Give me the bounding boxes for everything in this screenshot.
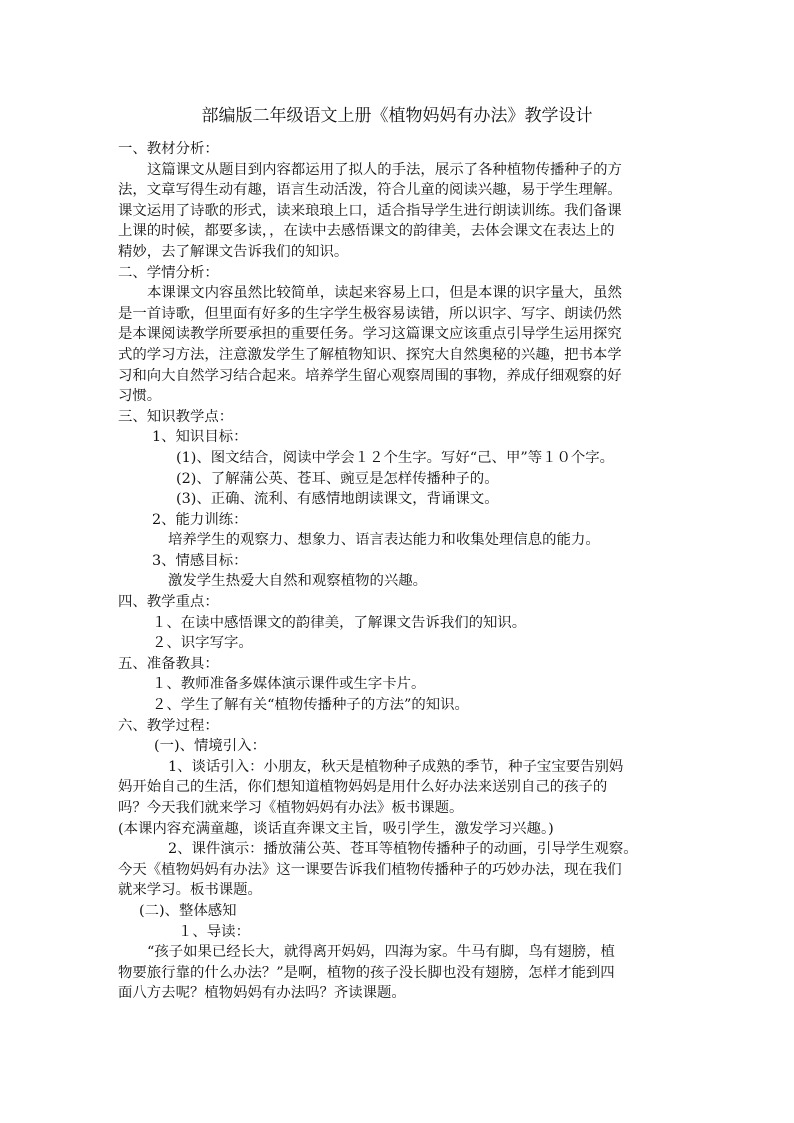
text-line: 四、教学重点： xyxy=(118,594,219,611)
text-line: (1)、图文结合，阅读中学会１２个生字。写好“己、甲”等１０个字。 xyxy=(176,449,615,466)
text-line: 妈开始自己的生活，你们想知道植物妈妈是用什么好办法来送别自己的孩子的 xyxy=(118,779,608,796)
text-line: 是一首诗歌，但里面有好多的生字学生极容易读错，所以识字、写字、朗读仍然 xyxy=(118,305,622,322)
text-line: 2、课件演示：播放蒲公英、苍耳等植物传播种子的动画，引导学生观察。 xyxy=(168,841,638,858)
text-line: (3)、正确、流利、有感情地朗读课文，背诵课文。 xyxy=(176,491,499,508)
text-line: (二)、整体感知 xyxy=(139,902,237,919)
text-line: 法，文章写得生动有趣，语言生动活泼，符合儿童的阅读兴趣，易于学生理解。 xyxy=(118,182,622,199)
text-line: 这篇课文从题目到内容都运用了拟人的手法，展示了各种植物传播种子的方 xyxy=(147,161,622,178)
text-line: 吗？今天我们就来学习《植物妈妈有办法》板书课题。 xyxy=(118,800,464,816)
document-title: 部编版二年级语文上册《植物妈妈有办法》教学设计 xyxy=(201,106,593,126)
text-line: 五、准备教具： xyxy=(118,655,219,672)
text-line: 二、学情分析： xyxy=(118,264,219,281)
text-line: 面八方去呢？植物妈妈有办法吗？齐读课题。 xyxy=(118,985,406,1002)
text-line: (2)、了解蒲公英、苍耳、豌豆是怎样传播种子的。 xyxy=(176,470,499,487)
text-line: １、导读： xyxy=(178,923,250,940)
text-line: 激发学生热爱大自然和观察植物的兴趣。 xyxy=(168,573,428,590)
text-line: 习惯。 xyxy=(118,388,162,405)
text-line: “孩子如果已经长大，就得离开妈妈，四海为家。牛马有脚，鸟有翅膀，植 xyxy=(147,944,615,961)
text-line: 1、知识目标： xyxy=(152,429,248,446)
text-line: ２、学生了解有关“植物传播种子的方法”的知识。 xyxy=(152,697,469,714)
text-line: 2、能力训练： xyxy=(152,511,248,528)
text-line: 3、情感目标： xyxy=(152,552,248,569)
text-line: (本课内容充满童趣，谈话直奔课文主旨，吸引学生，激发学习兴趣。) xyxy=(118,820,554,837)
text-line: 物要旅行靠的什么办法？”是啊，植物的孩子没长脚也没有翅膀，怎样才能到四 xyxy=(118,964,615,981)
text-line: 1、谈话引入：小朋友，秋天是植物种子成熟的季节，种子宝宝要告别妈 xyxy=(168,758,624,775)
text-line: 精妙，去了解课文告诉我们的知识。 xyxy=(118,243,349,260)
text-line: 培养学生的观察力、想象力、语言表达能力和收集处理信息的能力。 xyxy=(168,532,600,549)
text-line: １、教师准备多媒体演示课件或生字卡片。 xyxy=(152,676,426,693)
text-line: 就来学习。板书课题。 xyxy=(118,882,262,899)
document-body xyxy=(118,139,674,1004)
text-line: 习和向大自然学习结合起来。培养学生留心观察周围的事物，养成仔细观察的好 xyxy=(118,367,622,384)
text-line: (一)、情境引入： xyxy=(154,738,266,755)
text-line: 本课课文内容虽然比较简单，读起来容易上口，但是本课的识字量大，虽然 xyxy=(147,285,622,302)
text-line: １、在读中感悟课文的韵律美，了解课文告诉我们的知识。 xyxy=(152,614,527,631)
text-line: ２、识字写字。 xyxy=(152,635,253,652)
text-line: 今天《植物妈妈有办法》这一课要告诉我们植物传播种子的巧妙办法，现在我们 xyxy=(118,861,622,878)
text-line: 课文运用了诗歌的形式，读来琅琅上口，适合指导学生进行朗读训练。我们备课 xyxy=(118,202,622,219)
text-line: 上课的时候，都要多读，，在读中去感悟课文的韵律美，去体会课文在表达上的 xyxy=(118,223,615,240)
text-line: 是本课阅读教学所要承担的重要任务。学习这篇课文应该重点引导学生运用探究 xyxy=(118,326,622,343)
text-line: 式的学习方法，注意激发学生了解植物知识、探究大自然奥秘的兴趣，把书本学 xyxy=(118,346,622,363)
text-line: 六、教学过程： xyxy=(118,717,219,734)
text-line: 一、教材分析： xyxy=(118,141,219,157)
text-line: 三、知识教学点： xyxy=(118,408,234,425)
